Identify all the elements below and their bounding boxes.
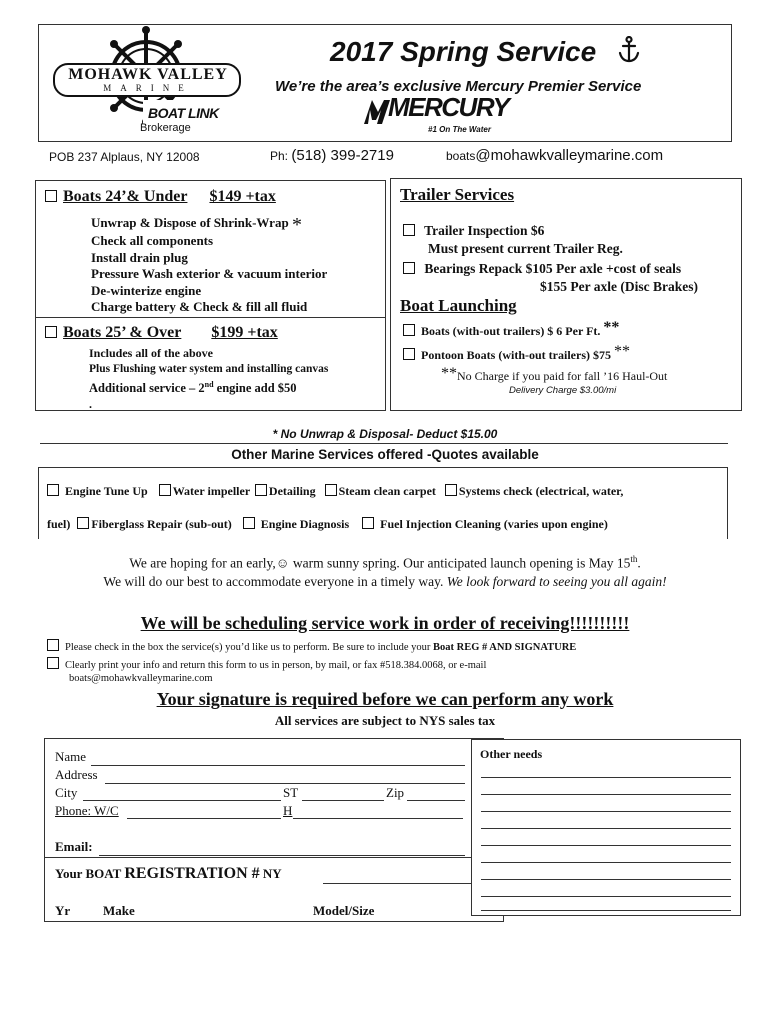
launch-pontoon-checkbox[interactable] — [403, 348, 415, 360]
instruction-1-checkbox[interactable] — [47, 639, 59, 651]
fiberglass-repair-checkbox[interactable] — [77, 517, 89, 529]
other-needs-heading: Other needs — [480, 747, 543, 761]
phone-label: Ph: — [270, 149, 289, 163]
tax-note: All services are subject to NYS sales tax — [274, 713, 496, 728]
boats-small-heading-row — [45, 188, 276, 206]
trailer-services-box — [390, 178, 742, 411]
bearings-checkbox[interactable] — [403, 262, 415, 274]
boats-large-additional: Additional service – 2nd engine add $50 — [89, 380, 297, 396]
phone-h-label: H — [283, 803, 293, 818]
email-prefix: boats — [446, 149, 476, 163]
company-logo — [48, 26, 248, 138]
unwrap-deduct-note: * No Unwrap & Disposal- Deduct $15.00 — [272, 427, 498, 441]
state-label: ST — [283, 785, 299, 800]
email-field[interactable] — [55, 839, 465, 855]
message-line-2: We will do our best to accommodate everyone in a timely way. We look forward to seeing you all again! — [103, 574, 667, 589]
registration-field[interactable] — [55, 865, 475, 883]
engine-tune-up-checkbox[interactable] — [47, 484, 59, 496]
trailer-inspection-row — [403, 223, 544, 239]
boats-small-box — [35, 180, 386, 318]
trailer-inspection: Trailer Inspection $6 — [424, 223, 545, 238]
smiley-icon: ☺ — [275, 555, 290, 571]
no-charge-note: **No Charge if you paid for fall ’16 Haul-Out — [441, 365, 668, 383]
boats-large-list — [89, 345, 328, 412]
name-field[interactable] — [55, 749, 465, 765]
city-label: City — [55, 785, 78, 800]
other-needs-line[interactable] — [481, 896, 731, 897]
logo-boat-link: BOAT LINK — [148, 105, 219, 121]
boats-small-item: Unwrap & Dispose of Shrink-Wrap * — [91, 214, 302, 236]
service-label: Steam clean carpet — [338, 484, 436, 498]
customer-info-form — [44, 738, 504, 922]
phone-line — [270, 147, 394, 164]
divider — [40, 443, 728, 444]
water-impeller-checkbox[interactable] — [159, 484, 171, 496]
boats-large-checkbox[interactable] — [45, 326, 57, 338]
city-field[interactable] — [55, 785, 465, 803]
boats-large-item: Plus Flushing water system and installing canvas — [89, 363, 329, 375]
mercury-wordmark: MERCURY — [388, 92, 509, 122]
other-needs-line[interactable] — [481, 794, 731, 795]
delivery-charge: Delivery Charge $3.00/mi — [509, 385, 617, 396]
boats-small-price: $149 +tax — [209, 188, 276, 205]
boats-large-price: $199 +tax — [211, 324, 278, 341]
boats-small-checkbox[interactable] — [45, 190, 57, 202]
boats-small-heading: Boats 24’& Under — [63, 188, 188, 205]
other-needs-line[interactable] — [481, 777, 731, 778]
mercury-tagline: #1 On The Water — [428, 125, 491, 134]
instruction-email: boats@mohawkvalleymarine.com — [69, 673, 213, 684]
instruction-1: Please check in the box the service(s) you’d like us to perform. Be sure to include your Boat REG # AND SIGNATURE — [47, 639, 576, 653]
boats-small-list — [91, 215, 327, 315]
launch-pontoon-row: Pontoon Boats (with-out trailers) $75 ** — [403, 343, 630, 363]
systems-check-checkbox[interactable] — [445, 484, 457, 496]
zip-label: Zip — [386, 785, 405, 800]
launch-boats-row: Boats (with-out trailers) $ 6 Per Ft. ** — [403, 319, 619, 339]
logo-brokerage: Brokerage — [140, 122, 191, 134]
boat-launching-heading: Boat Launching — [400, 296, 517, 315]
anchor-icon — [618, 36, 640, 69]
form-divider — [45, 857, 503, 858]
page-title: 2017 Spring Service — [330, 36, 597, 67]
boats-large-box — [35, 317, 386, 411]
trailer-heading: Trailer Services — [400, 185, 515, 204]
other-needs-box — [471, 739, 741, 916]
phone-wc-label: Phone: W/C — [55, 803, 119, 818]
service-label: Engine Diagnosis — [260, 517, 350, 531]
phone-field[interactable] — [55, 803, 465, 821]
boats-large-heading-row — [45, 324, 278, 342]
other-needs-line[interactable] — [481, 828, 731, 829]
year-label: Yr — [55, 903, 71, 918]
boats-large-heading: Boats 25’ & Over — [63, 324, 182, 341]
other-needs-line[interactable] — [481, 879, 731, 880]
boats-large-dot: . — [89, 397, 92, 412]
boats-small-item: De-winterize engine — [91, 282, 202, 298]
other-needs-line[interactable] — [481, 845, 731, 846]
make-label: Make — [103, 903, 135, 918]
trailer-inspection-note: Must present current Trailer Reg. — [428, 241, 623, 256]
service-label: Engine Tune Up — [65, 484, 148, 498]
engine-diagnosis-checkbox[interactable] — [243, 517, 255, 529]
launch-boats-checkbox[interactable] — [403, 324, 415, 336]
name-label: Name — [55, 749, 87, 764]
fuel-injection-checkbox[interactable] — [362, 517, 374, 529]
trailer-inspection-checkbox[interactable] — [403, 224, 415, 236]
other-services-heading: Other Marine Services offered -Quotes available — [231, 447, 539, 462]
service-label: Systems check (electrical, water, — [458, 484, 624, 498]
service-label: fuel) — [47, 517, 71, 531]
registration-label-main: REGISTRATION # — [124, 865, 260, 882]
address-label: Address — [55, 767, 98, 782]
other-needs-line[interactable] — [481, 811, 731, 812]
bearings-row — [403, 261, 681, 277]
schedule-heading: We will be scheduling service work in order of receiving!!!!!!!!!! — [140, 613, 630, 633]
boats-small-item: Install drain plug — [91, 249, 188, 265]
instruction-2-checkbox[interactable] — [47, 657, 59, 669]
service-label: Fiberglass Repair (sub-out) — [91, 517, 232, 531]
other-services-row-2 — [47, 517, 608, 532]
launch-pontoon: Pontoon Boats (with-out trailers) $75 — [421, 348, 611, 362]
phone-number: (518) 399-2719 — [291, 147, 394, 164]
email-line — [446, 147, 663, 165]
boat-details-row[interactable] — [55, 903, 475, 919]
bearings-disc: $155 Per axle (Disc Brakes) — [540, 279, 698, 294]
page-subtitle: We’re the area’s exclusive Mercury Premier Service — [275, 78, 642, 95]
detailing-checkbox[interactable] — [255, 484, 267, 496]
logo-brand-bottom: MARINE — [103, 83, 193, 93]
address-field[interactable] — [55, 767, 465, 783]
registration-state: NY — [259, 866, 282, 881]
mercury-logo — [362, 94, 522, 138]
postal-address: POB 237 Alplaus, NY 12008 — [49, 150, 200, 164]
model-size-label: Model/Size — [313, 903, 375, 918]
other-needs-line[interactable] — [481, 862, 731, 863]
bearings-repack: Bearings Repack $105 Per axle +cost of seals — [424, 261, 682, 276]
other-needs-line[interactable] — [481, 910, 731, 911]
email-domain: @mohawkvalleymarine.com — [475, 147, 664, 164]
signature-heading: Your signature is required before we can perform any work — [156, 689, 614, 709]
registration-label: Your BOAT — [55, 866, 125, 881]
service-label: Water impeller — [172, 484, 250, 498]
email-label: Email: — [55, 839, 93, 854]
boats-small-item: Check all components — [91, 233, 214, 249]
launch-boats: Boats (with-out trailers) $ 6 Per Ft. — [421, 324, 601, 338]
boats-small-item: Pressure Wash exterior & vacuum interior — [91, 266, 328, 282]
message-line-1: We are hoping for an early,☺ warm sunny spring. Our anticipated launch opening is May 15th. — [129, 554, 641, 571]
boats-large-item: Includes all of the above — [89, 346, 214, 360]
boats-small-item: Charge battery & Check & fill all fluid — [91, 299, 308, 315]
service-label: Fuel Injection Cleaning (varies upon engine) — [380, 517, 608, 531]
logo-brand-top: MOHAWK VALLEY — [68, 66, 228, 83]
instruction-2: Clearly print your info and return this form to us in person, by mail, or fax #518.384.0068, or e-mail — [47, 657, 486, 671]
other-services-row-1 — [47, 484, 623, 499]
steam-clean-checkbox[interactable] — [325, 484, 337, 496]
service-label: Detailing — [268, 484, 316, 498]
